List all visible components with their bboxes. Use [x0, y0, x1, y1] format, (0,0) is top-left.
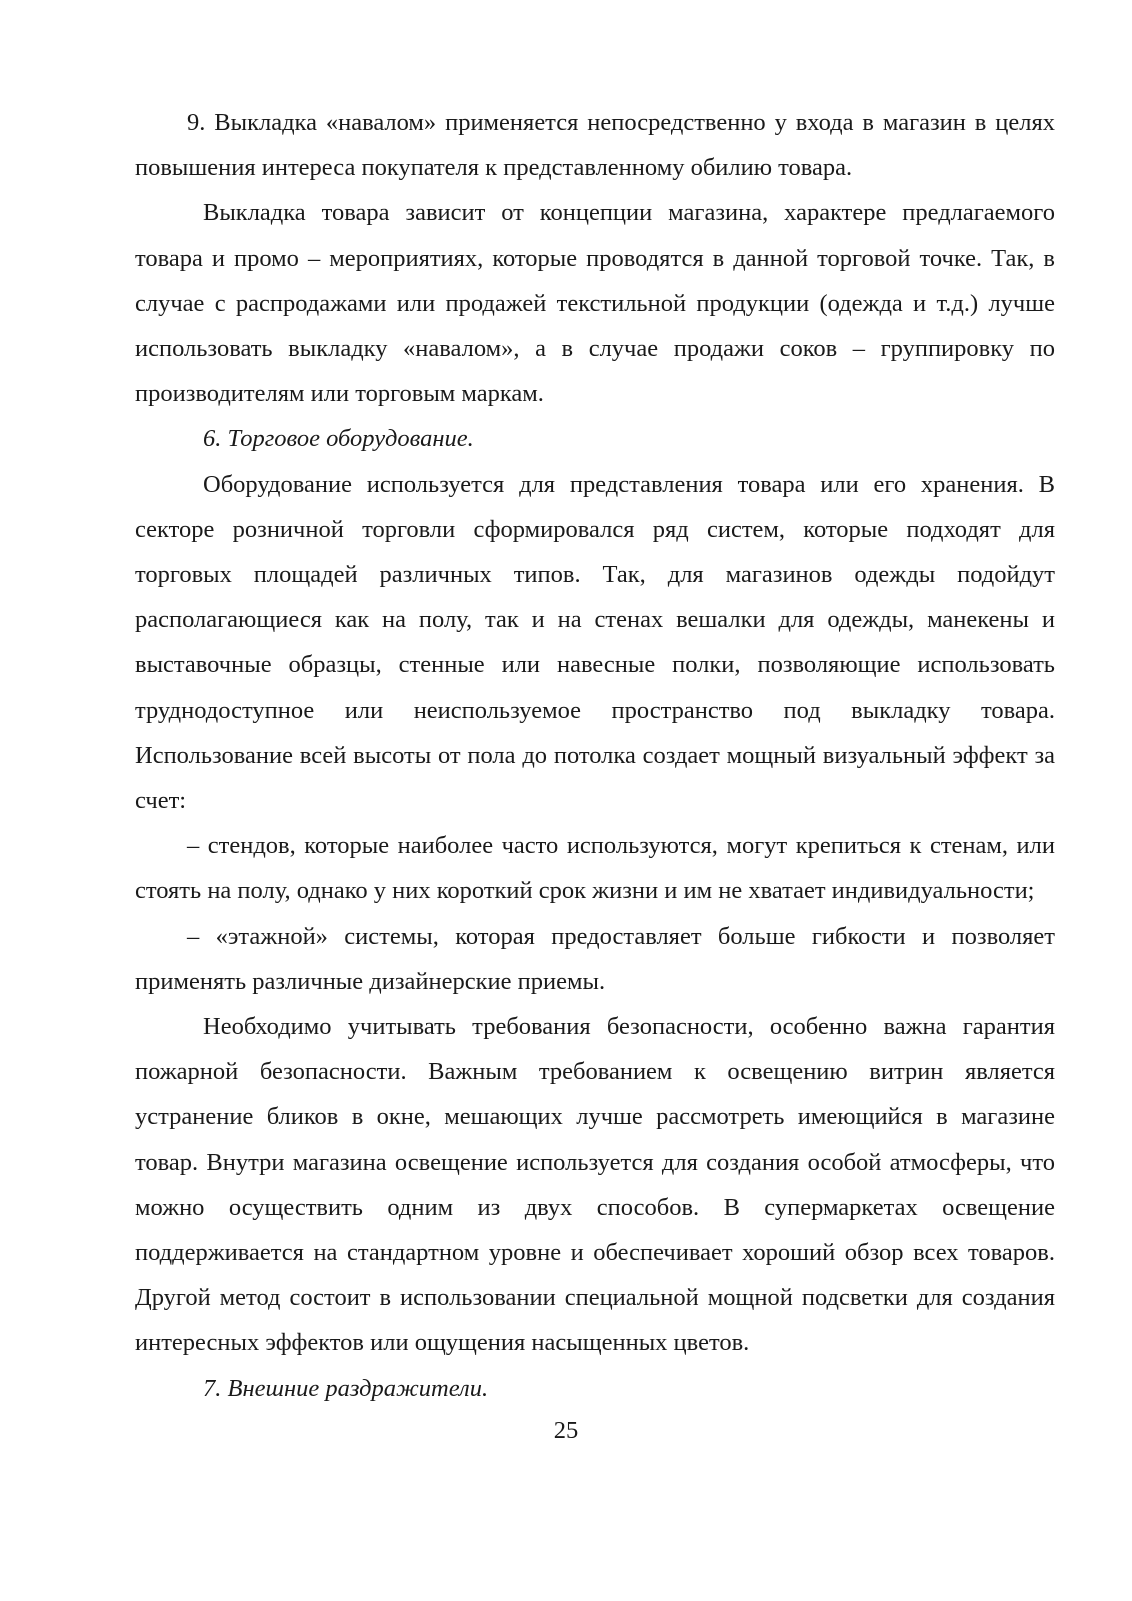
list-item-stands: – стендов, которые наиболее часто используются, могут крепиться к стенам, или стоять на полу, однако у них короткий срок жизни и им не хватает индивидуальности;	[135, 832, 1055, 905]
section-heading-external-stimuli: 7. Внешние раздражители.	[203, 1374, 489, 1402]
section-heading-trade-equipment: 6. Торговое оборудование.	[203, 425, 474, 453]
paragraph-equipment: Оборудование используется для представления товара или его хранения. В секторе розничной торговли сформировался ряд систем, которые подходят для торговых площадей различных типов. Так, для магазинов одежды подойдут располагающиеся как на полу, так и на стенах вешалки для одежды, манекены и выставочные образцы, стенные или навесные полки, позволяющие использовать труднодоступное или неиспользуемое пространство под выкладку товара. Использование всей высоты от пола до потолка создает мощный визуальный эффект за счет:	[135, 470, 1055, 815]
paragraph-safety-lighting: Необходимо учитывать требования безопасности, особенно важна гарантия пожарной безопасности. Важным требованием к освещению витрин является устранение бликов в окне, мешающих лучше рассмотреть имеющийся в магазине товар. Внутри магазина освещение используется для создания особой атмосферы, что можно осуществить одним из двух способов. В супермаркетах освещение поддерживается на стандартном уровне и обеспечивает хороший обзор всех товаров. Другой метод состоит в использовании специальной мощной подсветки для создания интересных эффектов или ощущения насыщенных цветов.	[135, 1013, 1055, 1357]
page-number: 25	[553, 1417, 579, 1444]
paragraph-bulk-display: 9. Выкладка «навалом» применяется непосредственно у входа в магазин в целях повышения интереса покупателя к представленному обилию товара.	[135, 109, 1055, 182]
page-body	[135, 100, 1055, 1411]
list-item-tier-system: – «этажной» системы, которая предоставляет больше гибкости и позволяет применять различные дизайнерские приемы.	[135, 922, 1055, 995]
paragraph-display-concept: Выкладка товара зависит от концепции магазина, характере предлагаемого товара и промо – мероприятиях, которые проводятся в данной торговой точке. Так, в случае с распродажами или продажей текстильной продукции (одежда и т.д.) лучше использовать выкладку «навалом», а в случае продажи соков – группировку по производителям или торговым маркам.	[135, 199, 1055, 408]
